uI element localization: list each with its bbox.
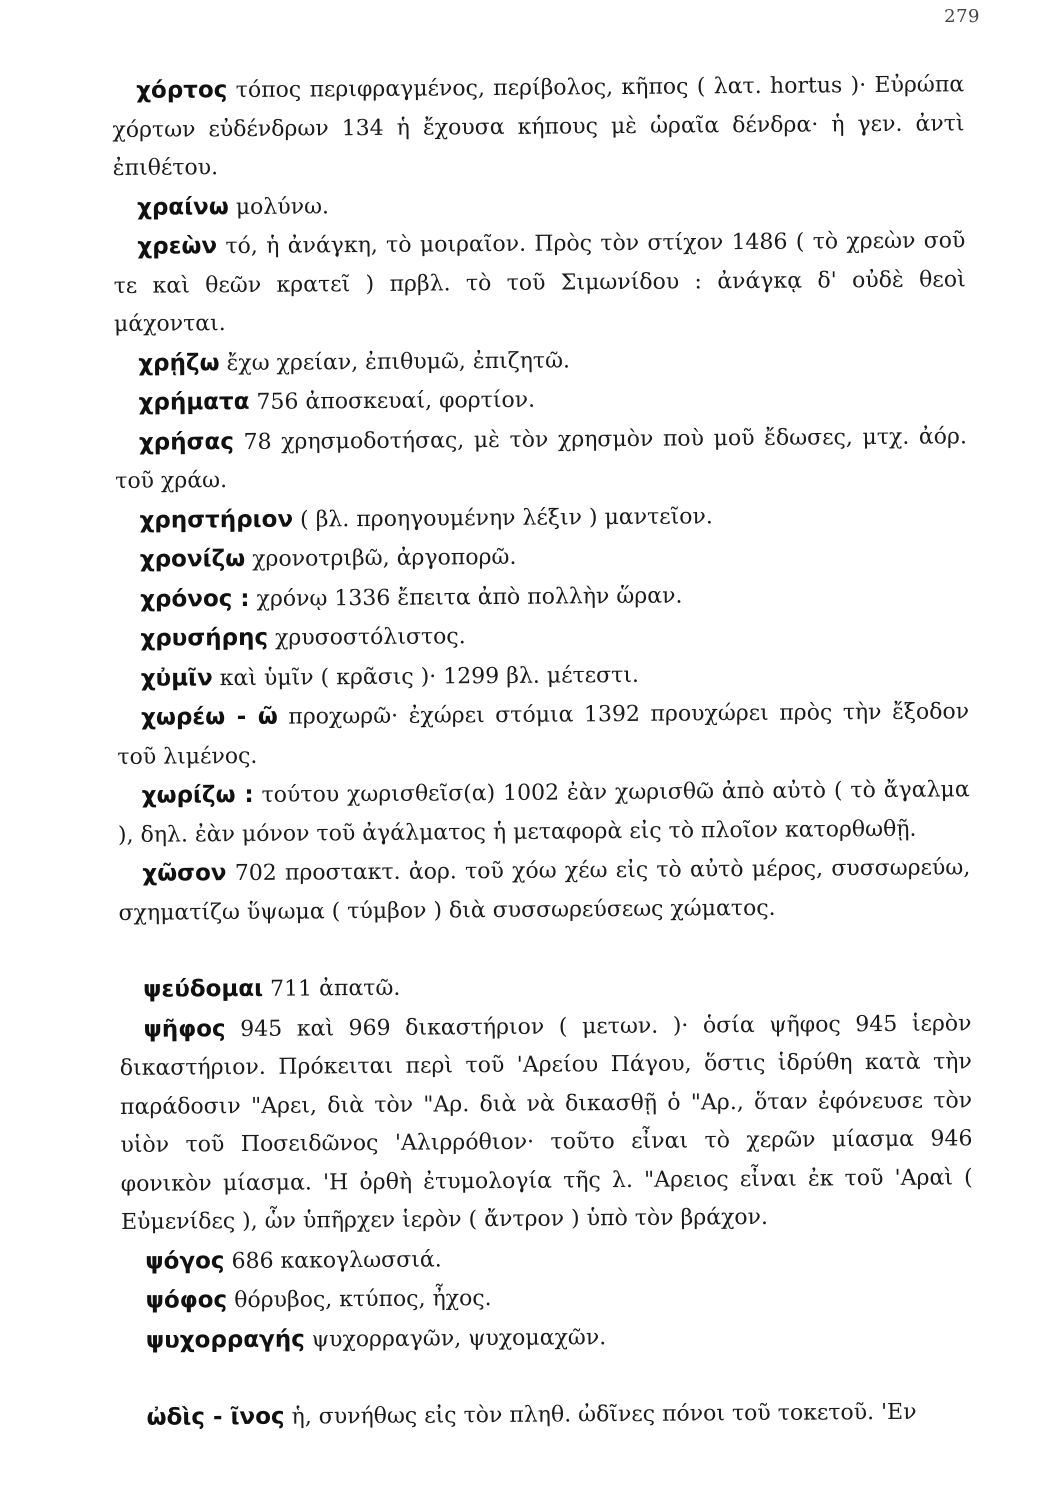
entry-definition: ( βλ. προηγουμένην λέξιν ) μαντεῖον. bbox=[299, 503, 713, 533]
entry-definition: 711 ἀπατῶ. bbox=[270, 975, 401, 1002]
glossary-entry bbox=[116, 534, 968, 580]
entry-headword: χὐμῖν bbox=[140, 664, 213, 692]
glossary-entry bbox=[113, 221, 966, 344]
glossary-entry bbox=[115, 417, 968, 502]
entry-definition: καὶ ὑμῖν ( κρᾶσις )· 1299 βλ. μέτεστι. bbox=[219, 662, 640, 691]
section-divider bbox=[119, 926, 971, 971]
glossary-entry bbox=[118, 770, 971, 855]
glossary-entry bbox=[116, 574, 968, 620]
glossary-entry bbox=[122, 1315, 974, 1361]
glossary-entry bbox=[121, 1236, 973, 1282]
entry-definition: τόπος περιφραγμένος, περίβολος, κῆπος ( λατ. hortus )· Εὐρώπα χόρτων εὐδένδρων 134 ἡ ἔχουσα κήπους μὲ ὡραῖα δένδρα· ἡ γεν. ἀντὶ ἐπιθέτου. bbox=[112, 72, 965, 181]
entry-definition: θόρυβος, κτύπος, ἦχος. bbox=[234, 1286, 492, 1314]
entry-definition: 686 κακογλωσσιά. bbox=[231, 1246, 442, 1274]
entry-headword: ψόφος bbox=[145, 1287, 228, 1314]
glossary-entry bbox=[117, 653, 969, 699]
entry-definition: 702 προστακτ. ἀορ. τοῦ χόω χέω εἰς τὸ αὐτὸ μέρος, συσσωρεύω, σχηματίζω ὕψωμα ( τύμβον ) διὰ συσσωρεύσεως χώματος. bbox=[118, 855, 971, 926]
entry-headword: ψεύδομαι bbox=[143, 975, 264, 1003]
entry-headword: χόρτος bbox=[136, 77, 228, 104]
glossary-entry bbox=[118, 848, 971, 933]
entry-headword: χρηστήριον bbox=[139, 506, 294, 534]
glossary-entry bbox=[122, 1275, 974, 1321]
entry-definition: ἡ, συνήθως εἰς τὸν πληθ. ὠδῖνες πόνοι τοῦ τοκετοῦ. 'Εν bbox=[291, 1399, 917, 1430]
entry-headword: χωρίζω : bbox=[141, 781, 254, 809]
entry-headword: χρονίζω bbox=[139, 545, 246, 573]
entry-headword: ψυχορραγής bbox=[145, 1326, 305, 1354]
entry-headword: χρήσας bbox=[138, 428, 235, 456]
glossary-entry bbox=[117, 692, 970, 777]
glossary-entry bbox=[119, 1004, 973, 1243]
entry-definition: 756 ἀποσκευαί, φορτίον. bbox=[256, 387, 536, 415]
entry-headword: χρῄζω bbox=[138, 349, 220, 377]
glossary-entry bbox=[122, 1392, 974, 1438]
section-divider bbox=[122, 1354, 974, 1399]
glossary-entry bbox=[114, 338, 966, 384]
entry-definition: μολύνω. bbox=[235, 193, 330, 220]
entry-headword: χραίνω bbox=[136, 193, 229, 221]
glossary-section-psi bbox=[119, 964, 974, 1361]
glossary-section-omega bbox=[122, 1392, 974, 1438]
entry-definition: 945 καὶ 969 δικαστήριον ( μετων. )· ὁσία ψῆφος 945 ἱερὸν δικαστήριον. Πρόκειται περὶ τοῦ 'Αρείου Πάγου, ὅστις ἱδρύθη κατὰ τὴν παράδοσιν "Αρει, διὰ τὸν "Αρ. διὰ νὰ δικασθῇ ὁ "Αρ., ὅταν ἐφόνευσε τὸν υἱὸν τοῦ Ποσειδῶνος 'Αλιρρόθιον· τοῦτο εἶναι τὸ χερῶν μίασμα 946 φονικὸν μίασμα. 'Η ὀρθὴ ἐτυμολογία τῆς λ. "Αρειος εἶναι ἐκ τοῦ 'Αραὶ ( Εὐμενίδες ), ὧν ὑπῆρχεν ἱερὸν ( ἄντρον ) ὑπὸ τὸν βράχον. bbox=[119, 1010, 973, 1235]
entry-headword: χρεὼν bbox=[137, 233, 218, 260]
entry-definition: τούτου χωρισθεῖσ(α) 1002 ἐὰν χωρισθῶ ἀπὸ αὐτὸ ( τὸ ἄγαλμα ), δηλ. ἐὰν μόνον τοῦ ἀγάλματος ἡ μεταφορὰ εἰς τὸ πλοῖον κατορθωθῇ. bbox=[117, 777, 970, 848]
glossary-entry bbox=[119, 964, 971, 1010]
entry-headword: χωρέω - ῶ bbox=[140, 703, 278, 731]
entry-headword: χρόνος : bbox=[140, 585, 250, 613]
glossary-entry bbox=[113, 182, 965, 228]
glossary-entry bbox=[115, 495, 967, 541]
entry-definition: χρόνῳ 1336 ἔπειτα ἀπὸ πολλὴν ὥραν. bbox=[256, 583, 683, 612]
glossary-entry bbox=[114, 377, 966, 423]
entry-definition: 78 χρησμοδοτήσας, μὲ τὸν χρησμὸν ποὺ μοῦ ἔδωσες, μτχ. ἀόρ. τοῦ χράω. bbox=[115, 423, 968, 494]
entry-headword: ψόγος bbox=[145, 1247, 225, 1275]
entry-definition: τό, ἡ ἀνάγκη, τὸ μοιραῖον. Πρὸς τὸν στίχον 1486 ( τὸ χρεὼν σοῦ τε καὶ θεῶν κρατεῖ ) πρβλ. τὸ τοῦ Σιμωνίδου : ἀνάγκᾳ δ' οὐδὲ θεοὶ μάχονται. bbox=[113, 228, 966, 337]
page-number: 279 bbox=[944, 6, 980, 27]
entry-headword: ψῆφος bbox=[143, 1015, 226, 1043]
entry-definition: χρονοτριβῶ, ἀργοπορῶ. bbox=[252, 544, 517, 572]
glossary-entry bbox=[112, 65, 965, 188]
entry-definition: χρυσοστόλιστος. bbox=[274, 624, 466, 651]
glossary-section-chi bbox=[112, 65, 971, 933]
entry-headword: ὠδὶς - ῖνος bbox=[146, 1403, 285, 1431]
entry-headword: χρήματα bbox=[138, 388, 250, 416]
entry-definition: ψυχορραγῶν, ψυχομαχῶν. bbox=[311, 1324, 607, 1352]
entry-definition: ἔχω χρείαν, ἐπιθυμῶ, ἐπιζητῶ. bbox=[226, 347, 571, 376]
entry-headword: χρυσήρης bbox=[140, 624, 269, 652]
entry-definition: προχωρῶ· ἐχώρει στόμια 1392 προυχώρει πρὸς τὴν ἔξοδον τοῦ λιμένος. bbox=[117, 699, 970, 770]
entry-headword: χῶσον bbox=[142, 860, 227, 887]
glossary-entry bbox=[116, 613, 968, 659]
glossary-entries bbox=[112, 65, 975, 1438]
